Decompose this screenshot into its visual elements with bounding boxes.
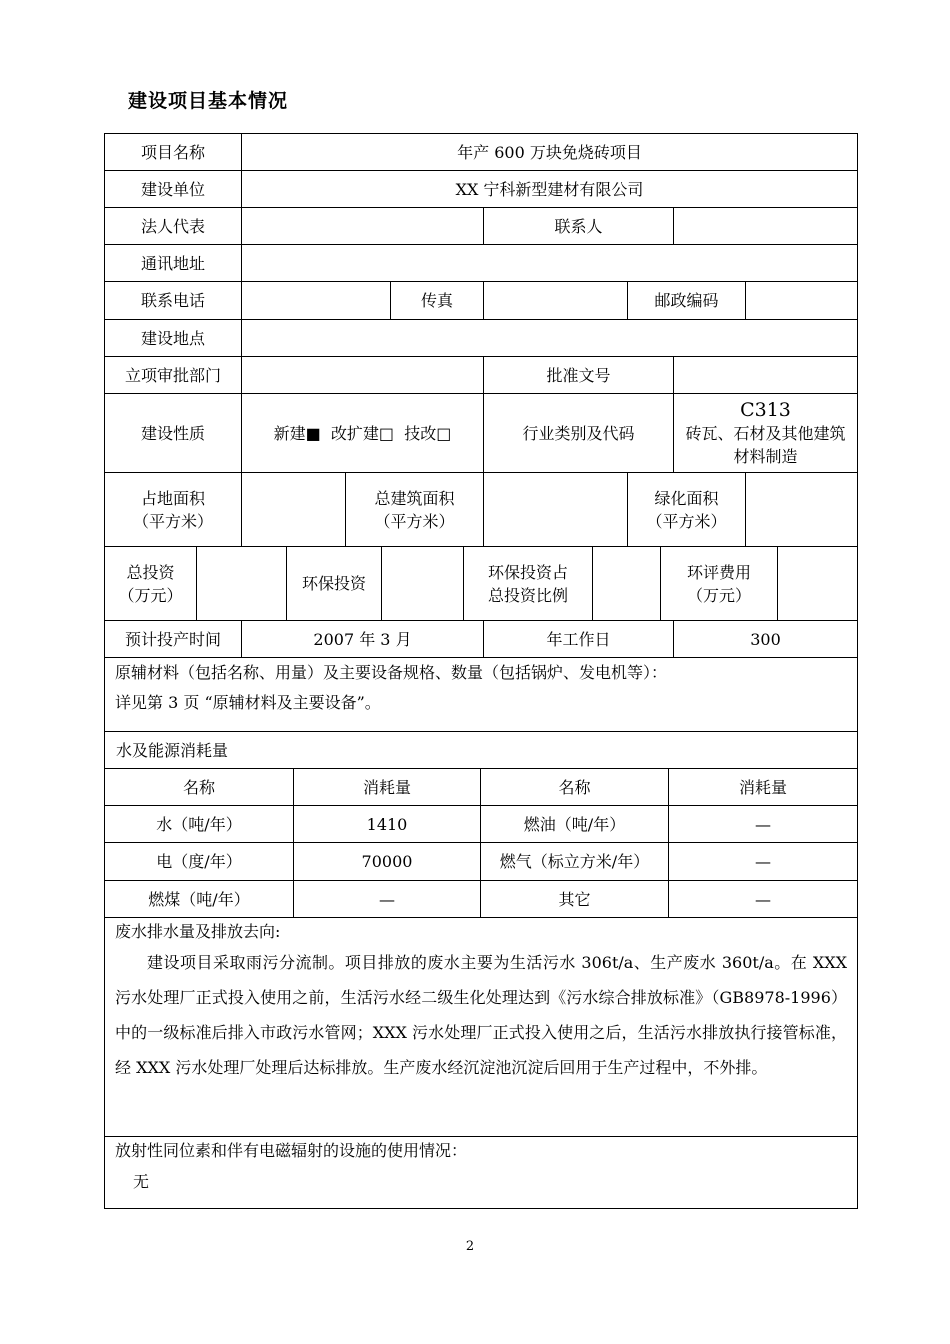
- postal-code-value: [745, 281, 858, 320]
- page-title: 建设项目基本情况: [128, 90, 289, 112]
- phone-value: [241, 281, 391, 320]
- project-name-value: 年产 600 万块免烧砖项目: [241, 133, 858, 171]
- nature-label: 建设性质: [104, 393, 242, 473]
- legal-rep-value: [241, 207, 484, 245]
- wastewater-section: [104, 917, 858, 1137]
- eia-fee-label: [660, 546, 778, 621]
- energy-row-gas-value: —: [668, 842, 858, 881]
- contact-value: [673, 207, 858, 245]
- land-area-label: [104, 472, 242, 547]
- building-area-unit: （平方米）: [374, 511, 455, 531]
- land-area-title: 占地面积: [140, 488, 205, 508]
- workdays-label: 年工作日: [483, 620, 674, 658]
- env-investment-value: [381, 546, 464, 621]
- building-area-value: [483, 472, 628, 547]
- energy-row-coal-label: 燃煤（吨/年）: [104, 880, 294, 918]
- energy-row-gas-label: 燃气（标立方米/年）: [480, 842, 669, 881]
- project-name-label: 项目名称: [104, 133, 242, 171]
- land-area-unit: （平方米）: [132, 511, 213, 531]
- approval-dept-label: 立项审批部门: [104, 356, 242, 394]
- energy-row-water-label: 水（吨/年）: [104, 805, 294, 843]
- nature-options: 新建■ 改扩建□ 技改□: [241, 393, 484, 473]
- approval-doc-value: [673, 356, 858, 394]
- industry-label: 行业类别及代码: [483, 393, 674, 473]
- eia-fee-value: [777, 546, 858, 621]
- energy-heading: 水及能源消耗量: [104, 731, 858, 769]
- energy-header-name-1: 名称: [104, 768, 294, 806]
- energy-row-fuel-oil-value: —: [668, 805, 858, 843]
- energy-row-electricity-label: 电（度/年）: [104, 842, 294, 881]
- materials-section: [104, 657, 858, 732]
- land-area-value: [241, 472, 346, 547]
- env-ratio-title-1: 环保投资占: [487, 562, 568, 582]
- energy-header-amount-1: 消耗量: [293, 768, 481, 806]
- total-investment-label: [104, 546, 197, 621]
- page-number: 2: [465, 1239, 475, 1254]
- radiation-section: [104, 1136, 858, 1209]
- env-ratio-label: [463, 546, 593, 621]
- total-investment-title: 总投资: [126, 562, 175, 582]
- wastewater-text: 建设项目采取雨污分流制。项目排放的废水主要为生活污水 306t/a、生产废水 360t/a。在 XXX 污水处理厂正式投入使用之前，生活污水经二级生化处理达到《污水综合排放标准》（GB8978-1996）中的一级标准后排入市政污水管网；XXX 污水处理厂正式投入使用之后，生活污水排放执行接管标准，经 XXX 污水处理厂处理后达标排放。生产废水经沉淀池沉淀后回用于生产过程中，不外排。: [115, 953, 847, 1077]
- energy-row-other-value: —: [668, 880, 858, 918]
- construction-unit-label: 建设单位: [104, 170, 242, 208]
- schedule-label: 预计投产时间: [104, 620, 242, 658]
- building-area-title: 总建筑面积: [374, 488, 455, 508]
- energy-row-other-label: 其它: [480, 880, 669, 918]
- industry-value: [673, 393, 858, 473]
- fax-label: 传真: [390, 281, 484, 320]
- approval-dept-value: [241, 356, 484, 394]
- energy-row-water-value: 1410: [293, 805, 481, 843]
- location-value: [241, 319, 858, 357]
- materials-heading: 原辅材料（包括名称、用量）及主要设备规格、数量（包括锅炉、发电机等）：: [115, 663, 668, 682]
- total-investment-value: [196, 546, 287, 621]
- wastewater-heading: 废水排水量及排放去向:: [115, 922, 281, 941]
- env-investment-label: 环保投资: [286, 546, 382, 621]
- energy-row-coal-value: —: [293, 880, 481, 918]
- schedule-value: 2007 年 3 月: [241, 620, 484, 658]
- green-area-value: [745, 472, 858, 547]
- energy-header-name-2: 名称: [480, 768, 669, 806]
- building-area-label: [345, 472, 484, 547]
- green-area-label: [627, 472, 746, 547]
- contact-label: 联系人: [483, 207, 674, 245]
- energy-row-electricity-value: 70000: [293, 842, 481, 881]
- construction-unit-value: XX 宁科新型建材有限公司: [241, 170, 858, 208]
- energy-header-amount-2: 消耗量: [668, 768, 858, 806]
- phone-label: 联系电话: [104, 281, 242, 320]
- approval-doc-label: 批准文号: [483, 356, 674, 394]
- env-ratio-value: [592, 546, 661, 621]
- location-label: 建设地点: [104, 319, 242, 357]
- radiation-text: 无: [133, 1172, 150, 1191]
- green-area-unit: （平方米）: [646, 511, 727, 531]
- address-label: 通讯地址: [104, 244, 242, 282]
- energy-row-fuel-oil-label: 燃油（吨/年）: [480, 805, 669, 843]
- address-value: [241, 244, 858, 282]
- radiation-heading: 放射性同位素和伴有电磁辐射的设施的使用情况：: [115, 1141, 468, 1160]
- industry-code: C313: [740, 399, 791, 421]
- green-area-title: 绿化面积: [654, 488, 719, 508]
- env-ratio-title-2: 总投资比例: [487, 585, 568, 605]
- industry-name: 砖瓦、石材及其他建筑材料制造: [685, 424, 846, 466]
- eia-fee-unit: （万元）: [686, 585, 751, 605]
- total-investment-unit: （万元）: [118, 585, 183, 605]
- materials-text: 详见第 3 页 “原辅材料及主要设备”。: [115, 693, 381, 712]
- workdays-value: 300: [673, 620, 858, 658]
- fax-value: [483, 281, 628, 320]
- legal-rep-label: 法人代表: [104, 207, 242, 245]
- eia-fee-title: 环评费用: [686, 562, 751, 582]
- postal-code-label: 邮政编码: [627, 281, 746, 320]
